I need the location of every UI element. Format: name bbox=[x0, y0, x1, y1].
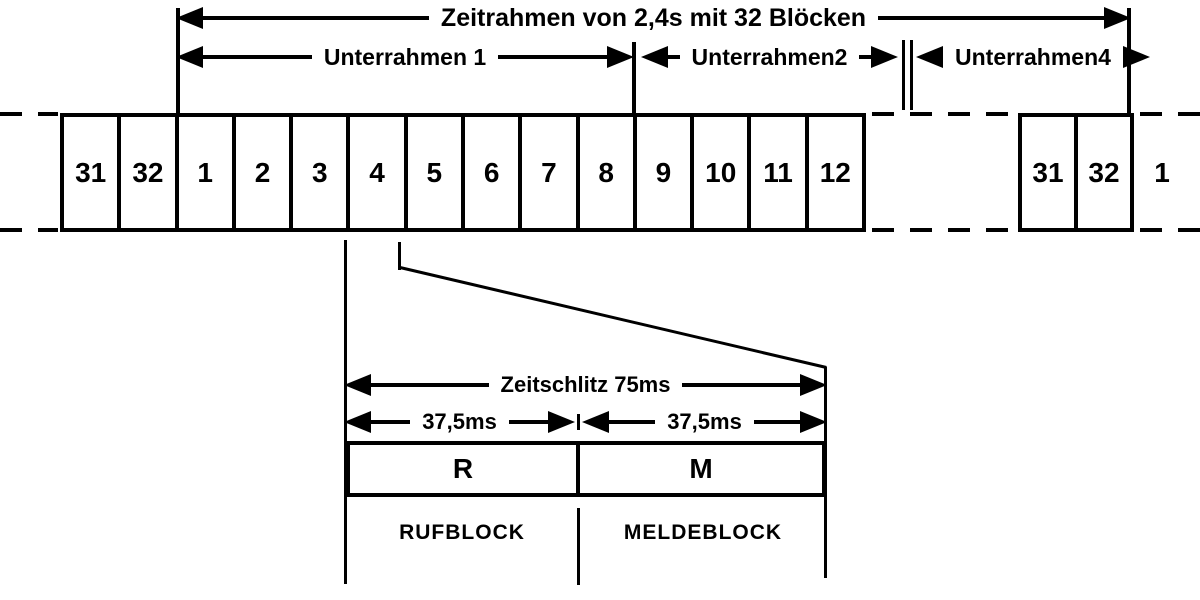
block-cell: 4 bbox=[350, 117, 407, 228]
zeitrahmen-arrow bbox=[176, 6, 1131, 30]
arrow-shaft bbox=[509, 420, 548, 424]
arrow-shaft bbox=[498, 55, 607, 59]
rufblock-label: RUFBLOCK bbox=[399, 521, 525, 544]
arrowhead-left-icon bbox=[176, 46, 203, 68]
half-left-arrow bbox=[344, 410, 575, 434]
arrowhead-left-icon bbox=[176, 7, 203, 29]
block-cell: 7 bbox=[522, 117, 579, 228]
arrowhead-right-icon bbox=[871, 46, 898, 68]
block-cell: 10 bbox=[694, 117, 751, 228]
slot-cell-r: R bbox=[350, 445, 580, 493]
half-right-arrow bbox=[582, 410, 827, 434]
zeitrahmen-label: Zeitrahmen von 2,4s mit 32 Blöcken bbox=[440, 4, 867, 32]
block-cell: 6 bbox=[465, 117, 522, 228]
detail-diagonal-line bbox=[400, 266, 827, 369]
dashed-line-left-top bbox=[0, 112, 58, 116]
arrowhead-left-icon bbox=[344, 411, 371, 433]
arrow-shaft bbox=[203, 16, 429, 20]
meldeblock-label: MELDEBLOCK bbox=[623, 521, 783, 544]
block-cell: 8 bbox=[580, 117, 637, 228]
slot-box bbox=[346, 441, 826, 497]
block-cell: 1 bbox=[179, 117, 236, 228]
arrow-shaft bbox=[203, 55, 312, 59]
arrowhead-left-icon bbox=[641, 46, 668, 68]
unterrahmen4-label: Unterrahmen4 bbox=[955, 44, 1111, 70]
block-cell: 2 bbox=[236, 117, 293, 228]
block-cell: 32 bbox=[1088, 156, 1120, 188]
arrow-shaft bbox=[609, 420, 655, 424]
arrowhead-right-icon bbox=[548, 411, 575, 433]
block-cell: 31 bbox=[64, 117, 121, 228]
unterrahmen2-label: Unterrahmen2 bbox=[691, 44, 848, 70]
block-cell: 11 bbox=[751, 117, 808, 228]
block-name-divider-line bbox=[577, 508, 580, 585]
dashed-line-left-bottom bbox=[0, 228, 58, 232]
arrow-shaft bbox=[371, 383, 489, 387]
arrow-shaft bbox=[371, 420, 410, 424]
arrowhead-right-icon bbox=[607, 46, 634, 68]
block-cell: 31 bbox=[1022, 117, 1078, 228]
arrowhead-right-icon bbox=[800, 374, 827, 396]
half-left-label: 37,5ms bbox=[422, 409, 497, 434]
arrow-shaft bbox=[682, 383, 800, 387]
arrow-shaft bbox=[859, 55, 871, 59]
arrowhead-right-icon bbox=[800, 411, 827, 433]
unterrahmen4-arrow bbox=[916, 45, 1131, 69]
dashed-line-middle-top bbox=[872, 112, 1016, 116]
frame-start-line bbox=[176, 8, 180, 113]
unterrahmen1-label: Unterrahmen 1 bbox=[323, 44, 487, 70]
subframe1-2-boundary-line bbox=[632, 42, 636, 113]
block-cell: 5 bbox=[408, 117, 465, 228]
block-row-right bbox=[1018, 113, 1134, 232]
half-divider-tick bbox=[577, 414, 580, 430]
break-line-left bbox=[902, 40, 905, 110]
block-cell: 9 bbox=[637, 117, 694, 228]
slot-cell-m: M bbox=[689, 453, 713, 484]
half-right-label: 37,5ms bbox=[667, 409, 742, 434]
arrowhead-left-icon bbox=[916, 46, 943, 68]
dashed-line-middle-bottom bbox=[872, 228, 1016, 232]
block-row-main bbox=[60, 113, 866, 232]
frame-end-line bbox=[1127, 8, 1131, 113]
arrow-shaft bbox=[668, 55, 680, 59]
arrow-shaft bbox=[754, 420, 800, 424]
block-cell: 3 bbox=[293, 117, 350, 228]
block-cell: 32 bbox=[121, 117, 178, 228]
break-line-right bbox=[910, 40, 913, 110]
unterrahmen1-arrow bbox=[176, 45, 634, 69]
zeitschlitz-label: Zeitschlitz 75ms bbox=[500, 372, 671, 397]
arrowhead-left-icon bbox=[582, 411, 609, 433]
block-cell: 12 bbox=[819, 156, 851, 188]
zeitschlitz-arrow bbox=[344, 373, 827, 397]
unterrahmen2-arrow bbox=[641, 45, 898, 69]
arrow-shaft bbox=[878, 16, 1104, 20]
arrowhead-left-icon bbox=[344, 374, 371, 396]
block-label-trailing: 1 bbox=[1154, 156, 1170, 188]
